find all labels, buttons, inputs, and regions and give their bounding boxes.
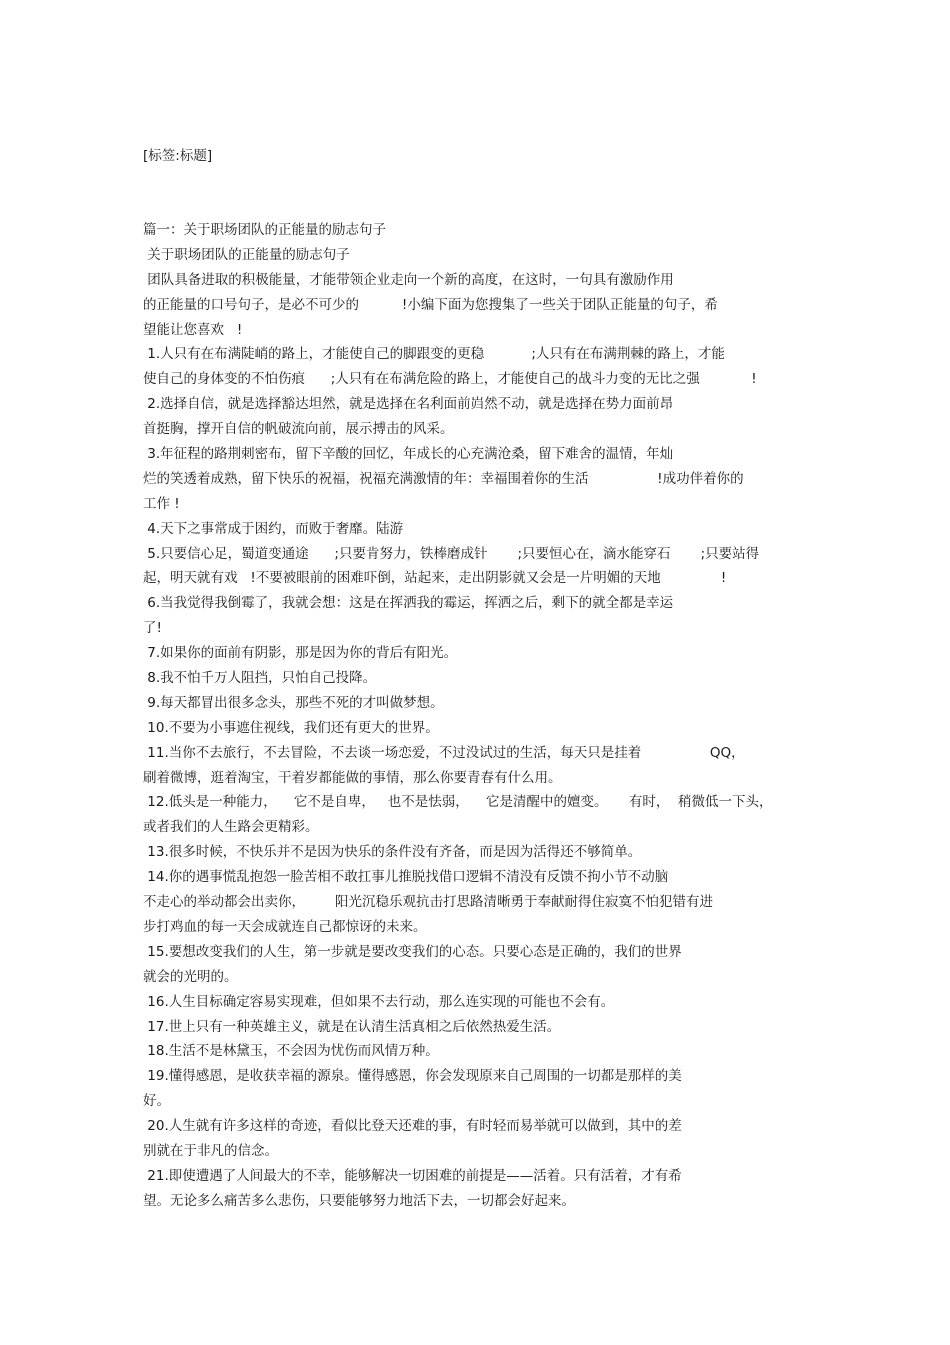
text-line: 起，明天就有戏 !不要被眼前的困难吓倒，站起来，走出阴影就又会是一片明媚的天地 ! xyxy=(143,570,727,587)
text-line: 望能让您喜欢 ! xyxy=(143,321,243,338)
text-line: 14.你的遇事慌乱抱怨一脸苦相不敢扛事儿推脱找借口逻辑不清没有反馈不拘小节不动脑 xyxy=(143,869,669,886)
article-heading: 篇一：关于职场团队的正能量的励志句子 xyxy=(143,222,386,238)
text-line: 20.人生就有许多这样的奇迹，看似比登天还难的事，有时轻而易举就可以做到，其中的差 xyxy=(143,1118,682,1135)
text-line xyxy=(143,1214,823,1239)
text-line: 19.懂得感恩，是收获幸福的源泉。懂得感恩，你会发现原来自己周围的一切都是那样的美 xyxy=(143,1068,682,1085)
text-line: 工作 ! xyxy=(143,495,180,512)
text-line: 8.我不怕千万人阻挡，只怕自己投降。 xyxy=(143,670,377,687)
text-line: 了! xyxy=(143,620,162,637)
text-line: 12.低头是一种能力， 它不是自卑， 也不是怯弱， 它是清醒中的嬗变。 有时， 稍微低一下头， xyxy=(143,794,773,811)
article-subtitle: 关于职场团队的正能量的励志句子 xyxy=(143,246,350,263)
text-line: 9.每天都冒出很多念头，那些不死的才叫做梦想。 xyxy=(143,694,444,711)
text-line: 4.天下之事常成于困约，而败于奢靡。陆游 xyxy=(143,520,404,537)
text-line: 7.如果你的面前有阴影，那是因为你的背后有阳光。 xyxy=(143,645,458,662)
text-line: 团队具备进取的积极能量，才能带领企业走向一个新的高度，在这时，一句具有激励作用 xyxy=(143,271,674,288)
text-line: 15.要想改变我们的人生，第一步就是要改变我们的心态。只要心态是正确的，我们的世界 xyxy=(143,943,682,960)
text-line: 不走心的举动都会出卖你， 阳光沉稳乐观抗击打思路清晰勇于奉献耐得住寂寞不怕犯错有进 xyxy=(143,894,714,911)
text-line: 13.很多时候，不快乐并不是因为快乐的条件没有齐备，而是因为活得还不够简单。 xyxy=(143,844,642,861)
text-line: 就会的光明的。 xyxy=(143,968,238,985)
text-line: 烂的笑透着成熟，留下快乐的祝福，祝福充满激情的年：幸福围着你的生活 !成功伴着你的 xyxy=(143,470,744,487)
text-line: 3.年征程的路荆刺密布，留下辛酸的回忆，年成长的心充满沧桑，留下难舍的温情，年灿 xyxy=(143,446,674,463)
text-line: 11.当你不去旅行，不去冒险，不去谈一场恋爱，不过没试过的生活，每天只是挂着 QQ， xyxy=(143,744,745,761)
text-line: 使自己的身体变的不怕伤痕 ;人只有在布满危险的路上，才能使自己的战斗力变的无比之强 ! xyxy=(143,371,757,388)
text-line: 别就在于非凡的信念。 xyxy=(143,1142,278,1159)
text-line: 5.只要信心足，蜀道变通途 ;只要肯努力，铁棒磨成针 ;只要恒心在，滴水能穿石 ;只要站得 xyxy=(143,545,760,562)
text-line: 17.世上只有一种英雄主义，就是在认清生活真相之后依然热爱生活。 xyxy=(143,1018,561,1035)
text-line: 1.人只有在布满陡峭的路上，才能使自己的脚跟变的更稳 ;人只有在布满荆棘的路上，才能 xyxy=(143,346,725,363)
text-line: 2.选择自信，就是选择豁达坦然，就是选择在名利面前岿然不动，就是选择在势力面前昂 xyxy=(143,396,674,413)
tag-label: [标签:标题] xyxy=(143,148,213,164)
text-line: 望。无论多么痛苦多么悲伤，只要能够努力地活下去，一切都会好起来。 xyxy=(143,1192,575,1209)
text-line: 21.即使遭遇了人间最大的不幸，能够解决一切困难的前提是——活着。只有活着，才有希 xyxy=(143,1167,682,1184)
text-line: 步打鸡血的每一天会成就连自己都惊讶的未来。 xyxy=(143,918,427,935)
text-line: 或者我们的人生路会更精彩。 xyxy=(143,819,319,836)
text-line: 首挺胸，撑开自信的帆破流向前，展示搏击的风采。 xyxy=(143,421,454,438)
article-body xyxy=(143,218,823,1239)
text-line: 6.当我觉得我倒霉了，我就会想：这是在挥洒我的霉运，挥洒之后，剩下的就全都是幸运 xyxy=(143,595,674,612)
text-line: 18.生活不是林黛玉，不会因为忧伤而风情万种。 xyxy=(143,1043,439,1060)
text-line: 的正能量的口号句子，是必不可少的 !小编下面为您搜集了一些关于团队正能量的句子，希 xyxy=(143,296,718,313)
text-line: 刷着微博，逛着淘宝，干着岁都能做的事情，那么你要青春有什么用。 xyxy=(143,769,562,786)
text-line: 10.不要为小事遮住视线，我们还有更大的世界。 xyxy=(143,719,439,736)
text-line: 16.人生目标确定容易实现难，但如果不去行动，那么连实现的可能也不会有。 xyxy=(143,993,615,1010)
text-line: 好。 xyxy=(143,1093,170,1110)
